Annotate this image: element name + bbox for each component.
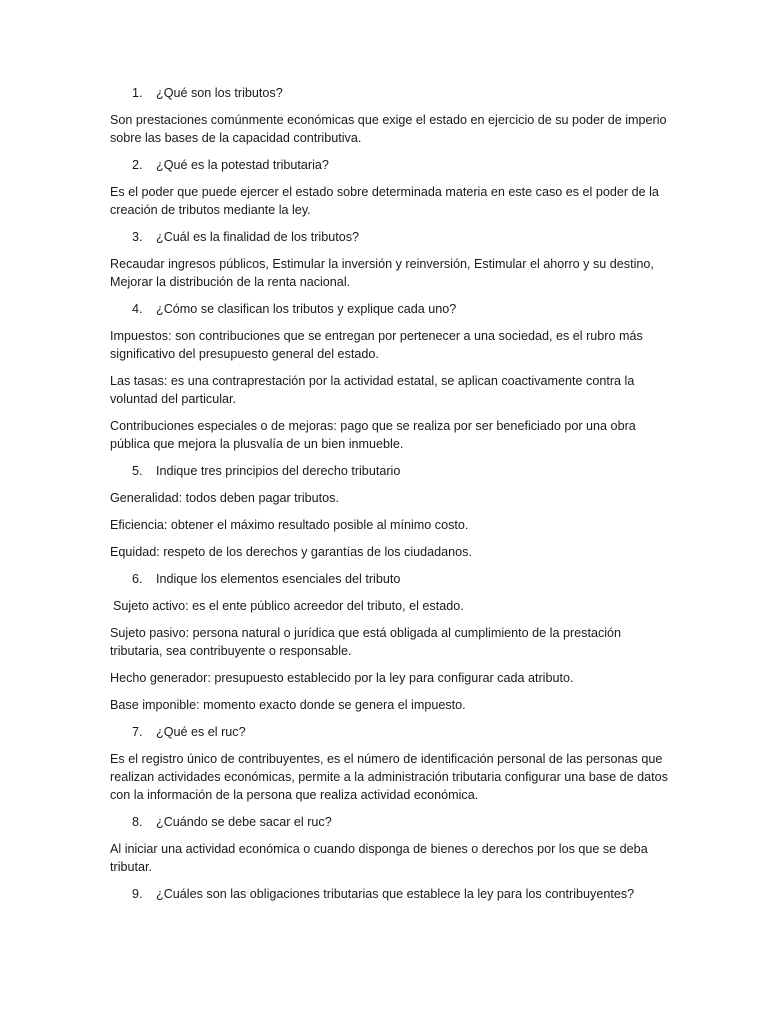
answer-paragraph-8: Eficiencia: obtener el máximo resultado posible al mínimo costo. bbox=[110, 518, 469, 532]
question-number: 1. bbox=[132, 86, 143, 100]
answer-paragraph-10: Sujeto activo: es el ente público acreedor del tributo, el estado. bbox=[113, 599, 464, 613]
question-item-1 bbox=[132, 84, 670, 102]
question-text: ¿Qué es la potestad tributaria? bbox=[156, 158, 329, 172]
question-text: ¿Qué es el ruc? bbox=[156, 725, 246, 739]
question-number: 9. bbox=[132, 887, 143, 901]
question-number: 3. bbox=[132, 230, 143, 244]
question-text: ¿Cuándo se debe sacar el ruc? bbox=[156, 815, 332, 829]
answer-paragraph-12: Hecho generador: presupuesto establecido por la ley para configurar cada atributo. bbox=[110, 671, 574, 685]
answer-paragraph-15: Al iniciar una actividad económica o cuando disponga de bienes o derechos por los que se deba tributar. bbox=[110, 842, 648, 874]
document-body bbox=[110, 84, 670, 912]
question-item-9 bbox=[132, 885, 670, 903]
answer-paragraph-2: Es el poder que puede ejercer el estado sobre determinada materia en este caso es el poder de la creación de tributos mediante la ley. bbox=[110, 185, 659, 217]
question-number: 6. bbox=[132, 572, 143, 586]
question-text: Indique los elementos esenciales del tributo bbox=[156, 572, 401, 586]
answer-paragraph-7: Generalidad: todos deben pagar tributos. bbox=[110, 491, 339, 505]
question-item-2 bbox=[132, 156, 670, 174]
question-item-4 bbox=[132, 300, 670, 318]
question-number: 5. bbox=[132, 464, 143, 478]
question-number: 2. bbox=[132, 158, 143, 172]
answer-paragraph-13: Base imponible: momento exacto donde se genera el impuesto. bbox=[110, 698, 466, 712]
question-text: ¿Cuáles son las obligaciones tributarias que establece la ley para los contribuyentes? bbox=[156, 887, 635, 901]
answer-paragraph-6: Contribuciones especiales o de mejoras: pago que se realiza por ser beneficiado por una obra pública que mejora la plusvalía de un bien inmueble. bbox=[110, 419, 636, 451]
question-item-3 bbox=[132, 228, 670, 246]
answer-paragraph-1: Son prestaciones comúnmente económicas que exige el estado en ejercicio de su poder de imperio sobre las bases de la capacidad contributiva. bbox=[110, 113, 667, 145]
question-number: 7. bbox=[132, 725, 143, 739]
answer-paragraph-4: Impuestos: son contribuciones que se entregan por pertenecer a una sociedad, es el rubro más significativo del presupuesto general del estado. bbox=[110, 329, 643, 361]
answer-paragraph-9: Equidad: respeto de los derechos y garantías de los ciudadanos. bbox=[110, 545, 472, 559]
question-text: ¿Cuál es la finalidad de los tributos? bbox=[156, 230, 360, 244]
answer-paragraph-3: Recaudar ingresos públicos, Estimular la inversión y reinversión, Estimular el ahorro y su destino, Mejorar la distribución de la renta nacional. bbox=[110, 257, 654, 289]
answer-paragraph-11: Sujeto pasivo: persona natural o jurídica que está obligada al cumplimiento de la prestación tributaria, sea contribuyente o responsable. bbox=[110, 626, 622, 658]
question-item-5 bbox=[132, 462, 670, 480]
question-text: Indique tres principios del derecho tributario bbox=[156, 464, 401, 478]
question-text: ¿Cómo se clasifican los tributos y explique cada uno? bbox=[156, 302, 457, 316]
question-text: ¿Qué son los tributos? bbox=[156, 86, 283, 100]
question-item-8 bbox=[132, 813, 670, 831]
answer-paragraph-5: Las tasas: es una contraprestación por la actividad estatal, se aplican coactivamente contra la voluntad del particular. bbox=[110, 374, 635, 406]
question-number: 4. bbox=[132, 302, 143, 316]
question-number: 8. bbox=[132, 815, 143, 829]
question-item-7 bbox=[132, 723, 670, 741]
answer-paragraph-14: Es el registro único de contribuyentes, es el número de identificación personal de las personas que realizan actividades económicas, permite a la administración tributaria configurar una base de datos con la información de la persona que realiza actividad económica. bbox=[110, 752, 668, 802]
question-item-6 bbox=[132, 570, 670, 588]
